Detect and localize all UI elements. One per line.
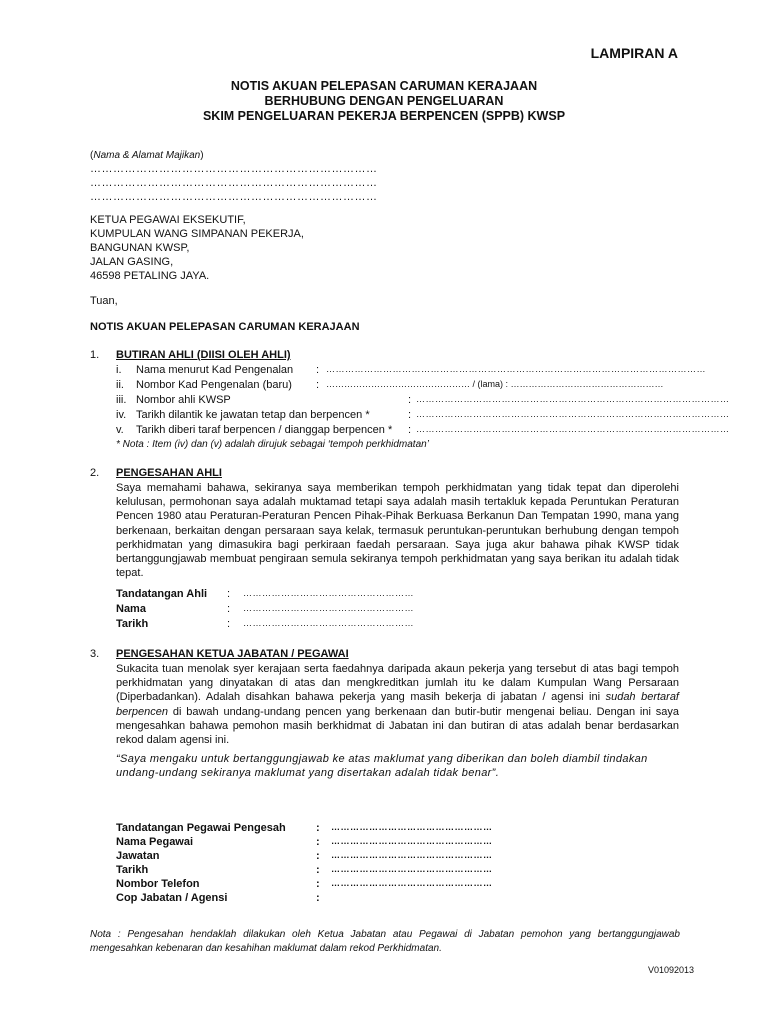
agency-stamp-area[interactable] <box>331 892 531 906</box>
item-colon: : <box>408 394 412 406</box>
section-3-body-text: di bawah undang-undang pencen yang berkenaan dan butir-butir mengenai beliau. Dengan ini saya mengesahkan bahawa pemohon masih berkhidmat di Jabatan ini dan butiran di atas adalah benar berdasarkan rekod dalam agensi ini. <box>116 705 679 747</box>
item-colon: : <box>316 364 320 376</box>
item-label-pensionable: Tarikh diberi taraf berpencen / dianggap berpencen * <box>136 424 393 436</box>
item-number: iii. <box>116 394 127 406</box>
officer-position-label: Jawatan <box>116 850 160 862</box>
address-line: 46598 PETALING JAYA. <box>90 270 210 282</box>
name-field[interactable]: ………………………………………………………………………………………………………… <box>326 364 706 374</box>
officer-phone-label: Nombor Telefon <box>116 878 200 890</box>
member-signature-field[interactable]: ……………………………………………… <box>243 588 414 598</box>
section-1-note: * Nota : Item (iv) dan (v) adalah dirujuk sebagai ‘tempoh perkhidmatan’ <box>116 439 429 450</box>
section-2-heading: PENGESAHAN AHLI <box>116 467 222 479</box>
officer-signature-label: Tandatangan Pegawai Pengesah <box>116 822 286 834</box>
agency-stamp-label: Cop Jabatan / Agensi <box>116 892 228 904</box>
employer-dotted-line[interactable]: ………………………………………………………………… <box>90 163 378 175</box>
section-3-heading: PENGESAHAN KETUA JABATAN / PEGAWAI <box>116 648 349 660</box>
item-label-kwsp: Nombor ahli KWSP <box>136 394 231 406</box>
item-label-name: Nama menurut Kad Pengenalan <box>136 364 294 376</box>
item-colon: : <box>408 424 412 436</box>
item-number: ii. <box>116 379 124 391</box>
field-colon: : <box>316 850 320 862</box>
address-line: KETUA PEGAWAI EKSEKUTIF, <box>90 214 246 226</box>
member-name-field[interactable]: ……………………………………………… <box>243 603 414 613</box>
field-colon: : <box>227 588 231 600</box>
subject-heading: NOTIS AKUAN PELEPASAN CARUMAN KERAJAAN <box>90 321 360 333</box>
pensionable-date-field[interactable]: ……………………………………………………………………………………… <box>416 424 730 434</box>
employer-label <box>90 150 204 161</box>
field-colon: : <box>316 878 320 890</box>
declaration-quote: “Saya mengaku untuk bertanggungjawab ke atas maklumat yang diberikan dan boleh diambil tindakan undang-undang sekiranya maklumat yang disertakan adalah tidak benar”. <box>116 753 648 780</box>
section-1-number: 1. <box>90 349 100 361</box>
field-colon: : <box>316 864 320 876</box>
section-3-body <box>116 662 679 747</box>
officer-signature-field[interactable]: …………………………………………… <box>331 822 493 832</box>
section-3-body-emphasis: sudah bertaraf berpencen <box>116 691 679 718</box>
appendix-label: LAMPIRAN A <box>590 45 678 61</box>
field-colon: : <box>316 892 320 904</box>
kwsp-number-field[interactable]: ……………………………………………………………………………………… <box>416 394 730 404</box>
officer-position-field[interactable]: …………………………………………… <box>331 850 493 860</box>
member-date-label: Tarikh <box>116 618 149 630</box>
section-1-heading: BUTIRAN AHLI (DIISI OLEH AHLI) <box>116 349 291 361</box>
footer-note: Nota : Pengesahan hendaklah dilakukan oleh Ketua Jabatan atau Pegawai di Jabatan pemohon yang bertanggungjawab mengesahkan kebenaran dan kesahihan maklumat dalam rekod Perkhidmatan. <box>90 929 680 954</box>
form-title-line-3: SKIM PENGELUARAN PEKERJA BERPENCEN (SPPB) KWSP <box>202 109 566 123</box>
item-label-appointed: Tarikh dilantik ke jawatan tetap dan berpencen * <box>136 409 370 421</box>
appointed-date-field[interactable]: ……………………………………………………………………………………… <box>416 409 730 419</box>
item-number: iv. <box>116 409 127 421</box>
version-code: V01092013 <box>647 965 694 975</box>
employer-dotted-line[interactable]: ………………………………………………………………… <box>90 177 378 189</box>
officer-phone-field[interactable]: …………………………………………… <box>331 878 493 888</box>
section-3-body-text: Sukacita tuan menolak syer kerajaan serta faedahnya daripada akaun pekerja yang tersebut di atas bagi tempoh perkhidmatan yang dinyatakan di atas dan mengkreditkan jumlah itu ke dalam Kumpulan Wang Persaraan (Diperbadankan). Adalah disahkan bahawa pekerja yang masih bekerja di jabatan / agensi ini <box>116 663 679 704</box>
address-line: KUMPULAN WANG SIMPANAN PEKERJA, <box>90 228 304 240</box>
form-title-line-1: NOTIS AKUAN PELEPASAN CARUMAN KERAJAAN <box>230 79 538 93</box>
field-colon: : <box>227 618 231 630</box>
item-label-ic: Nombor Kad Pengenalan (baru) <box>136 379 292 391</box>
officer-date-label: Tarikh <box>116 864 149 876</box>
officer-name-field[interactable]: …………………………………………… <box>331 836 493 846</box>
item-number: i. <box>116 364 122 376</box>
form-title-line-2: BERHUBUNG DENGAN PENGELUARAN <box>264 94 504 108</box>
member-name-label: Nama <box>116 603 146 615</box>
salutation: Tuan, <box>90 295 118 307</box>
section-2-number: 2. <box>90 467 100 479</box>
employer-label-open: ( <box>90 150 94 161</box>
employer-label-text: Nama & Alamat Majikan <box>93 150 201 161</box>
address-line: JALAN GASING, <box>90 256 174 268</box>
signature-label: Tandatangan Ahli <box>116 588 208 600</box>
section-3-number: 3. <box>90 648 100 660</box>
field-colon: : <box>227 603 231 615</box>
address-line: BANGUNAN KWSP, <box>90 242 190 254</box>
employer-dotted-line[interactable]: ………………………………………………………………… <box>90 191 378 203</box>
item-colon: : <box>408 409 412 421</box>
section-2-body: Saya memahami bahawa, sekiranya saya memberikan tempoh perkhidmatan yang tidak tepat dan diperolehi kelulusan, permohonan saya adalah muktamad tetapi saya adalah masih tertakluk kepada Peruntukan Peraturan Pencen 1980 atau Peraturan-Peraturan Pencen Pihak-Pihak Berkuasa Berkanun Dan Tempatan 1990, mana yang berkenaan, berkaitan dengan persaraan saya kelak, termasuk peruntukan-peruntukan berhubung dengan tempoh perkhidmatan yang dimasukira bagi perkiraan faedah persaraan. Saya juga akur bahawa pihak KWSP tidak bertanggungjawab membuat pengiraan semula sekiranya tempoh perkhidmatan yang saya berikan itu adalah tidak tepat. <box>116 482 679 580</box>
field-colon: : <box>316 822 320 834</box>
officer-name-label: Nama Pegawai <box>116 836 194 848</box>
employer-label-close: ) <box>200 150 204 161</box>
item-colon: : <box>316 379 320 391</box>
member-date-field[interactable]: ……………………………………………… <box>243 618 414 628</box>
field-colon: : <box>316 836 320 848</box>
item-number: v. <box>116 424 124 436</box>
ic-number-field[interactable]: ………………………………………… / (lama) : …………………………………………… <box>326 379 664 389</box>
officer-date-field[interactable]: …………………………………………… <box>331 864 493 874</box>
